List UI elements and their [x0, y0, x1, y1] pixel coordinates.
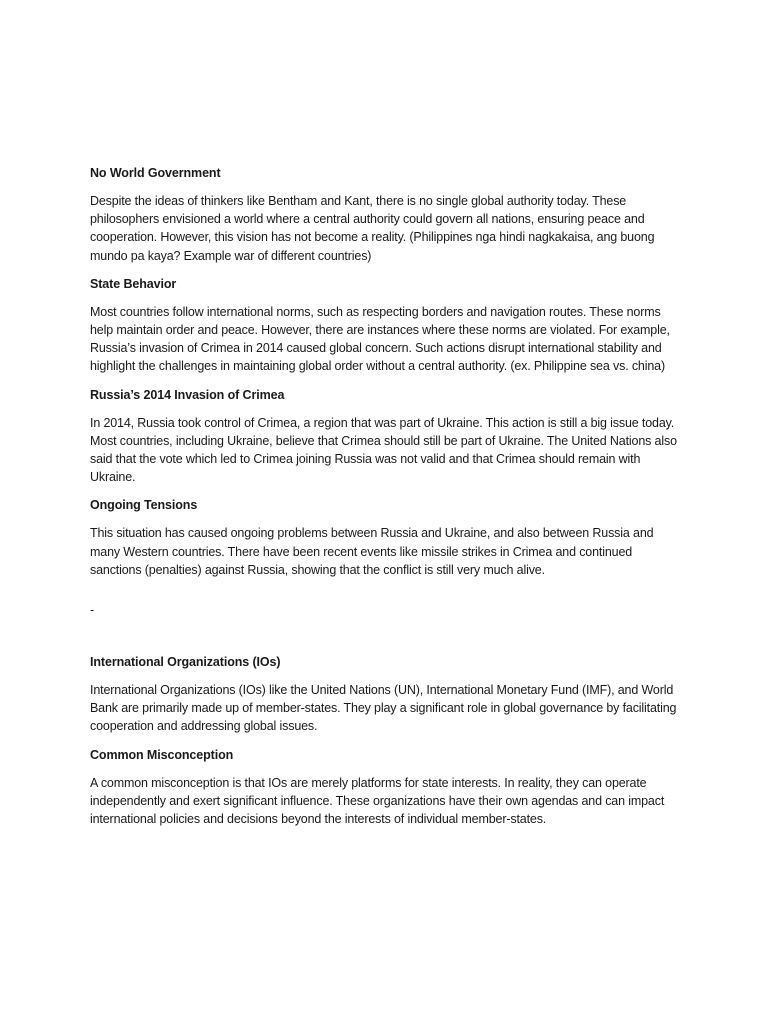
section-crimea-invasion	[90, 386, 680, 487]
section-international-organizations	[90, 653, 680, 736]
blank-spacer	[90, 619, 680, 653]
section-body: In 2014, Russia took control of Crimea, a region that was part of Ukraine. This action is still a big issue today. Most countries, including Ukraine, believe that Crimea should still be part of Ukraine. The United Nations also said that the vote which led to Crimea joining Russia was not valid and that Crimea should remain with Ukraine.	[90, 415, 677, 485]
section-body: This situation has caused ongoing problems between Russia and Ukraine, and also between Russia and many Western countries. There have been recent events like missile strikes in Crimea and continued sanctions (penalties) against Russia, showing that the conflict is still very much alive.	[90, 526, 654, 577]
separator-dash: -	[90, 603, 95, 618]
section-common-misconception	[90, 746, 680, 829]
section-heading: State Behavior	[90, 276, 177, 291]
document-page	[90, 164, 680, 838]
section-no-world-government	[90, 164, 680, 265]
section-body: Most countries follow international norms, such as respecting borders and navigation routes. These norms help maintain order and peace. However, there are instances where these norms are violated. For example, Russia’s invasion of Crimea in 2014 caused global concern. Such actions disrupt international stability and highlight the challenges in maintaining global order without a central authority. (ex. Philippine sea vs. china)	[90, 304, 670, 374]
section-state-behavior	[90, 275, 680, 376]
section-body: Despite the ideas of thinkers like Bentham and Kant, there is no single global authority today. These philosophers envisioned a world where a central authority could govern all nations, ensuring peace and cooperation. However, this vision has not become a reality. (Philippines nga hindi nagkakaisa, ang buong mundo pa kaya? Example war of different countries)	[90, 194, 655, 263]
section-ongoing-tensions	[90, 496, 680, 579]
section-heading: Russia’s 2014 Invasion of Crimea	[90, 387, 285, 402]
section-heading: International Organizations (IOs)	[90, 655, 281, 670]
section-heading: No World Government	[90, 166, 221, 180]
section-heading: Ongoing Tensions	[90, 498, 198, 513]
section-body: A common misconception is that IOs are merely platforms for state interests. In reality, they can operate independently and exert significant influence. These organizations have their own agendas and can impact international policies and decisions beyond the interests of individual member-states.	[90, 775, 665, 827]
section-heading: Common Misconception	[90, 747, 234, 762]
section-body: International Organizations (IOs) like the United Nations (UN), International Monetary Fund (IMF), and World Bank are primarily made up of member-states. They play a significant role in global governance by facilitating cooperation and addressing global issues.	[90, 683, 677, 734]
